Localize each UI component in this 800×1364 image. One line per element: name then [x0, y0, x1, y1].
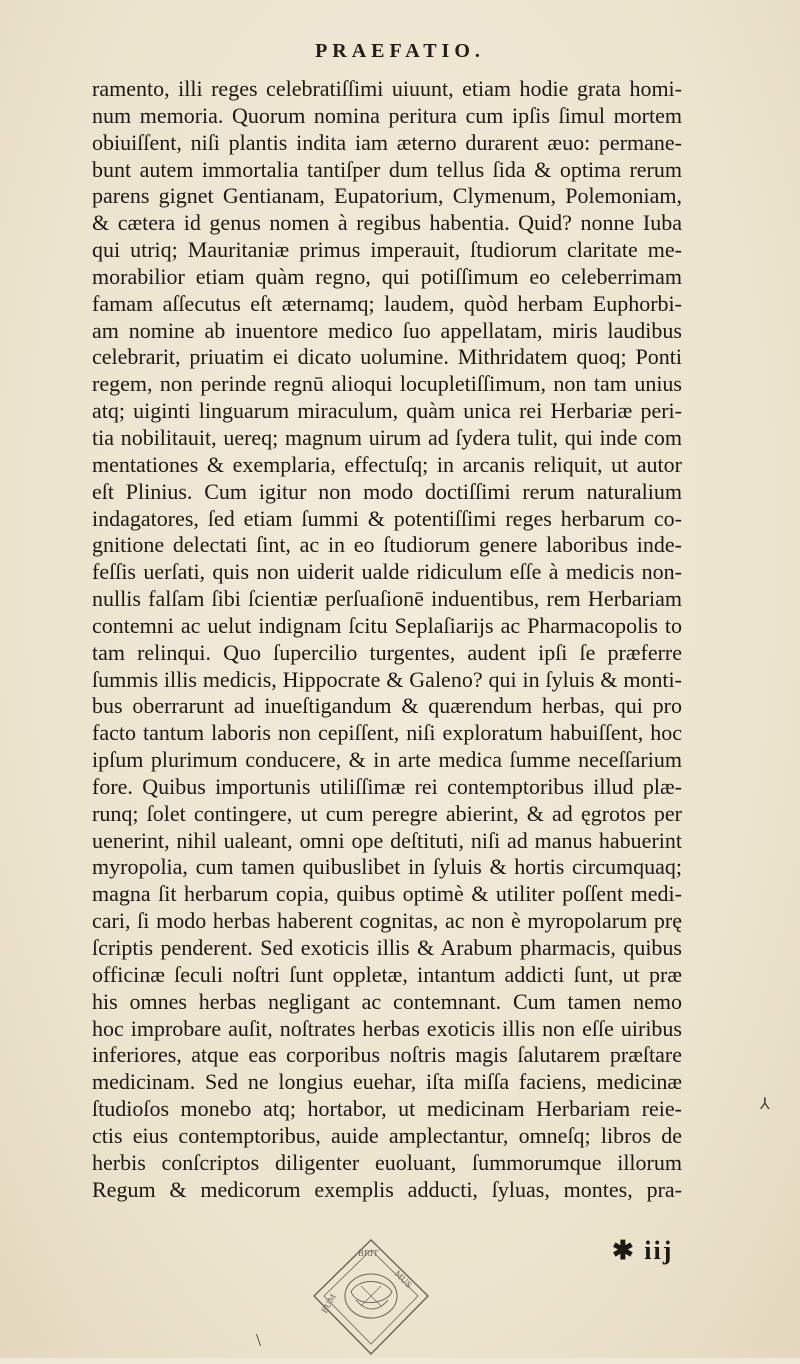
- text-line: num memoria. Quorum nomina peritura cum ipſis ſimul mortem: [92, 102, 682, 128]
- text-line: myropolia, cum tamen quibuslibet in ſyluis & hortis circumquaq;: [92, 854, 682, 880]
- body-text: [92, 76, 682, 1203]
- text-line: gnitione delectati ſint, ac in eo ſtudiorum genere laboribus inde-: [92, 532, 682, 558]
- text-line: tia nobilitauit, uereq; magnum uirum ad ſydera tulit, qui inde com: [92, 424, 682, 450]
- text-line: mentationes & exemplaria, effectuſq; in arcanis reliquit, ut autor: [92, 451, 682, 477]
- text-line: Regum & medicorum exemplis adducti, ſyluas, montes, pra-: [92, 1176, 682, 1202]
- text-line: atq; uiginti linguarum miraculum, quàm unica rei Herbariæ peri-: [92, 398, 682, 424]
- svg-text:EUM: EUM: [319, 1292, 339, 1315]
- svg-text:BRIT: BRIT: [358, 1249, 379, 1258]
- text-line: bus oberrarunt ad inueſtigandum & quærendum herbas, qui pro: [92, 693, 682, 719]
- text-line: tam relinqui. Quo ſupercilio turgentes, audent ipſi ſe præferre: [92, 639, 682, 665]
- text-line: herbis conſcriptos diligenter euoluant, ſummorumque illorum: [92, 1149, 682, 1175]
- text-line: ipſum plurimum conducere, & in arte medica ſumme neceſſarium: [92, 747, 682, 773]
- text-line: ramento, illi reges celebratiſſimi uiuunt, etiam hodie grata homi-: [92, 76, 682, 101]
- text-line: & cætera id genus nomen à regibus habentia. Quid? nonne Iuba: [92, 210, 682, 236]
- text-line: nullis falſam ſibi ſcientiæ perſuaſionē induentibus, rem Herbariam: [92, 586, 682, 612]
- text-line: celebrarit, priuatim ei dicato uolumine. Mithridatem quoq; Ponti: [92, 344, 682, 370]
- stray-mark: \: [256, 1330, 262, 1350]
- text-line: am nomine ab inuentore medico ſuo appellatam, miris laudibus: [92, 317, 682, 343]
- text-line: regem, non perinde regnū alioqui locupletiſſimum, non tam unius: [92, 371, 682, 397]
- text-line: officinæ ſeculi noſtri ſunt oppletæ, intantum addicti ſunt, ut præ: [92, 961, 682, 987]
- svg-text:MUS: MUS: [392, 1269, 414, 1290]
- text-line: qui utriq; Mauritaniæ primus imperauit, ſtudiorum claritate me-: [92, 237, 682, 263]
- text-line: cari, ſi modo herbas haberent cognitas, ac non è myropolarum prę: [92, 908, 682, 934]
- signature-mark: ✱ iij: [612, 1236, 674, 1265]
- text-line: ſtudioſos monebo atq; hortabor, ut medicinam Herbariam reie-: [92, 1096, 682, 1122]
- text-line: obiuiſſent, niſi plantis indita iam æterno durarent æuo: permane-: [92, 129, 682, 155]
- text-line: indagatores, ſed etiam ſummi & potentiſſimi reges herbarum co-: [92, 505, 682, 531]
- text-line: hoc improbare auſit, noſtrates herbas exoticis illis non eſſe uiribus: [92, 1015, 682, 1041]
- text-line: facto tantum laboris non cepiſſent, niſi exploratum habuiſſent, hoc: [92, 720, 682, 746]
- page-header: PRAEFATIO.: [315, 40, 485, 62]
- text-line: fore. Quibus importunis utiliſſimæ rei contemptoribus illud plæ-: [92, 773, 682, 799]
- text-line: eſt Plinius. Cum igitur non modo doctiſſimi rerum naturalium: [92, 478, 682, 504]
- text-line: inferiores, atque eas corporibus noſtris magis ſalutarem præſtare: [92, 1042, 682, 1068]
- text-line: ſummis illis medicis, Hippocrate & Galeno? qui in ſyluis & monti-: [92, 666, 682, 692]
- text-line: bunt autem immortalia tantiſper dum tellus ſida & optima rerum: [92, 156, 682, 182]
- text-line: ctis eius contemptoribus, auide amplectantur, omneſq; libros de: [92, 1122, 682, 1148]
- library-stamp-icon: [306, 1234, 436, 1364]
- text-line: morabilior etiam quàm regno, qui potiſſimum eo celeberrimam: [92, 263, 682, 289]
- text-line: magna ſit herbarum copia, quibus optimè & utiliter poſſent medi-: [92, 881, 682, 907]
- text-line: medicinam. Sed ne longius euehar, iſta miſſa faciens, medicinæ: [92, 1069, 682, 1095]
- text-line: parens gignet Gentianam, Eupatorium, Clymenum, Polemoniam,: [92, 183, 682, 209]
- text-line: famam aſſecutus eſt æternamq; laudem, quòd herbam Euphorbi-: [92, 290, 682, 316]
- text-line: contemni ac uelut indignam ſcitu Seplaſiarijs ac Pharmacopolis to: [92, 612, 682, 638]
- margin-mark: ⅄: [760, 1096, 770, 1113]
- text-line: ſcriptis penderent. Sed exoticis illis & Arabum pharmacis, quibus: [92, 935, 682, 960]
- text-line: his omnes herbas negligant ac contemnant. Cum tamen nemo: [92, 988, 682, 1014]
- text-line: uenerint, nihil ualeant, omni ope deſtituti, niſi ad manus habuerint: [92, 827, 682, 853]
- text-line: runq; ſolet contingere, ut cum peregre abierint, & ad ęgrotos per: [92, 800, 682, 826]
- text-line: feſſis uerſati, quis non uiderit ualde ridiculum eſſe à medicis non-: [92, 559, 682, 585]
